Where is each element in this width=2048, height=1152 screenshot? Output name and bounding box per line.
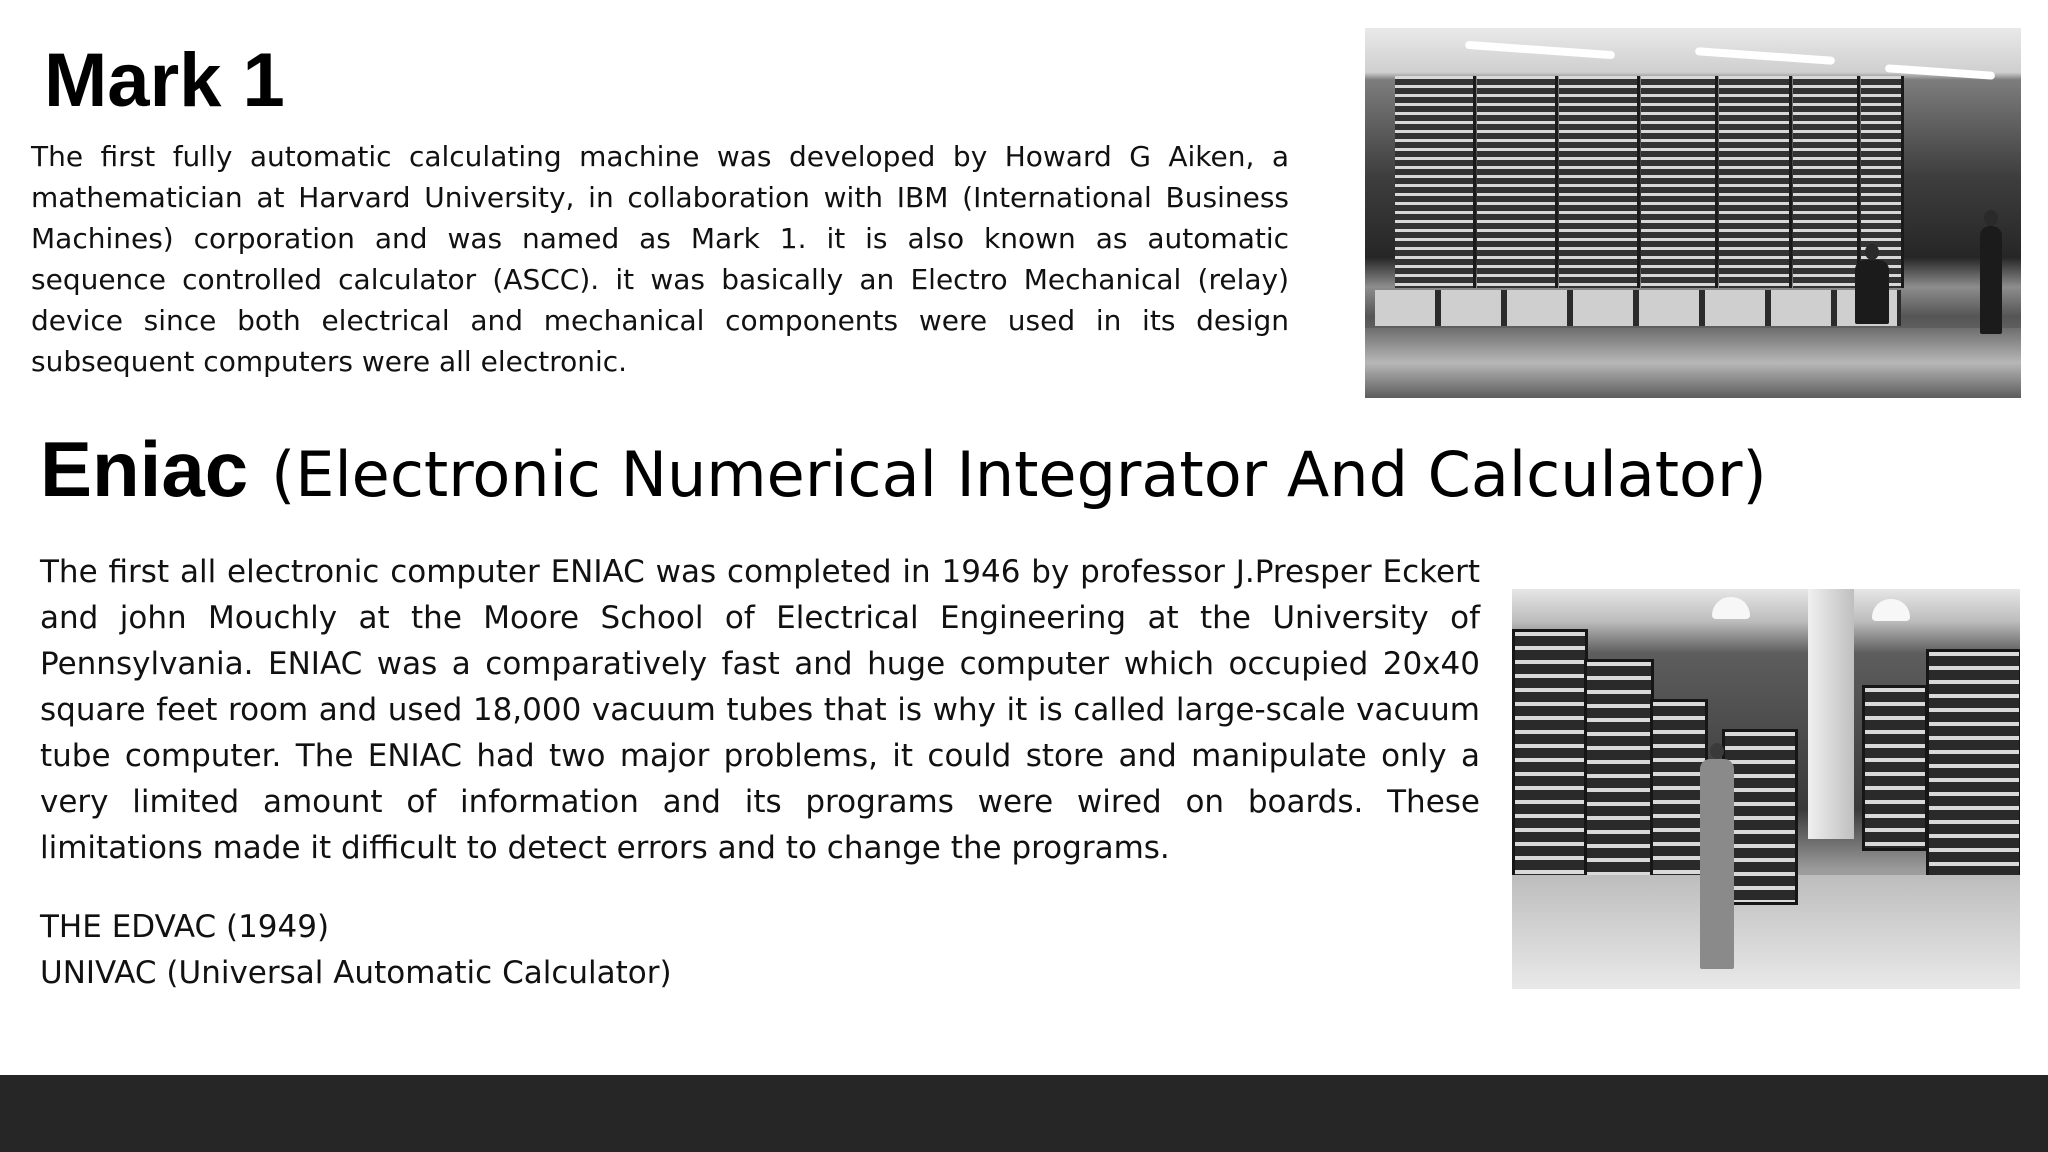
floor xyxy=(1365,328,2021,398)
operator-head xyxy=(1865,244,1879,260)
relay-panel xyxy=(1477,76,1558,288)
operator-figure xyxy=(1980,226,2002,334)
relay-panel xyxy=(1559,76,1640,288)
relay-panel xyxy=(1793,76,1860,288)
ceiling-light xyxy=(1695,47,1835,65)
relay-panel xyxy=(1719,76,1792,288)
relay-panel xyxy=(1641,76,1718,288)
later-computers-list xyxy=(40,904,672,996)
footer-band xyxy=(0,1075,2048,1152)
ceiling-light xyxy=(1465,41,1615,59)
list-item: THE EDVAC (1949) xyxy=(40,909,330,945)
operator-figure xyxy=(1855,260,1889,324)
machine-base xyxy=(1375,290,1901,326)
eniac-photo xyxy=(1512,589,2020,989)
list-item: UNIVAC (Universal Automatic Calculator) xyxy=(40,955,672,991)
ceiling-lamp xyxy=(1872,599,1910,621)
operator-head xyxy=(1710,743,1724,759)
eniac-description: The first all electronic computer ENIAC was completed in 1946 by professor J.Presper Eckert and john Mouchly at the Moore School of Electrical Engineering at the University of Pennsylvania. ENIAC was a comparatively fast and huge computer which occupied 20x40 square feet room and used 18,000 vacuum tubes that is why it is called large-scale vacuum tube computer. The ENIAC had two major problems, it could store and manipulate only a very limited amount of information and its programs were wired on boards. These limitations made it difficult to detect errors and to change the programs. xyxy=(40,554,1480,866)
ceiling-lamp xyxy=(1712,597,1750,619)
mark1-title: Mark 1 xyxy=(44,38,285,123)
relay-panel xyxy=(1395,76,1476,288)
eniac-heading xyxy=(40,424,1767,520)
eniac-rack xyxy=(1926,649,2020,905)
eniac-title: Eniac xyxy=(40,425,249,513)
mark1-description: The first fully automatic calculating machine was developed by Howard G Aiken, a mathematician at Harvard University, in collaboration with IBM (International Business Machines) corporation and was named as Mark 1. it is also known as automatic sequence controlled calculator (ASCC). it was basically an Electro Mechanical (relay) device since both electrical and mechanical components were used in its design subsequent computers were all electronic. xyxy=(31,140,1289,378)
operator-head xyxy=(1984,210,1998,226)
room-pillar xyxy=(1808,589,1854,839)
mark1-photo xyxy=(1365,28,2021,398)
eniac-expansion: (Electronic Numerical Integrator And Calculator) xyxy=(271,438,1767,511)
eniac-rack xyxy=(1862,685,1928,851)
operator-figure xyxy=(1700,759,1734,969)
